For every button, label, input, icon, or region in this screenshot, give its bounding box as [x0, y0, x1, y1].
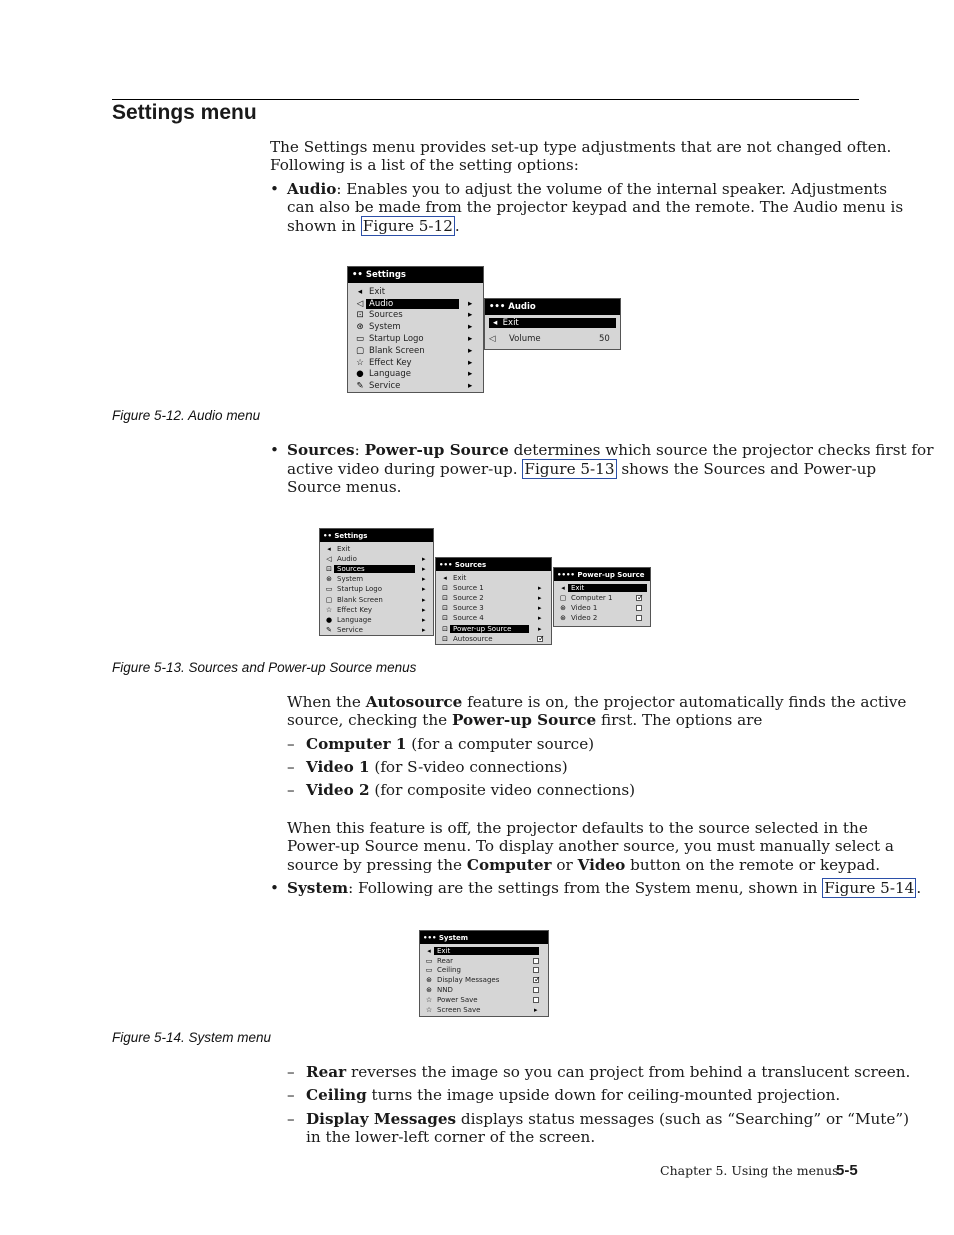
dots: •••• — [557, 570, 575, 579]
sources-icon: ⊡ — [442, 624, 448, 633]
system-menu-title: System — [438, 933, 469, 942]
back-icon: ◂ — [561, 584, 565, 593]
menu-item-label: Power Save — [437, 995, 478, 1004]
system-menu-fig14 — [419, 930, 549, 1017]
intro-line-1: The Settings menu provides set-up type adjustments that are not changed often. — [270, 138, 892, 156]
menu-item-label: Exit — [369, 286, 386, 297]
sources-icon: ⊡ — [326, 565, 332, 574]
menu-item-blank-screen[interactable] — [348, 345, 483, 357]
audio-line-1 — [287, 180, 887, 199]
menu-item-source-2[interactable] — [436, 593, 551, 603]
sources-icon: ⊡ — [442, 594, 448, 603]
dash: – — [287, 1086, 295, 1104]
menu-item-label: Exit — [434, 947, 539, 955]
chevron-right-icon: ▸ — [538, 604, 542, 613]
logo-icon: ▭ — [325, 585, 333, 594]
settings-menu-header — [348, 267, 483, 283]
menu-item-exit[interactable] — [348, 286, 483, 298]
figure-caption: Figure 5-13. Sources and Power-up Source menus — [112, 660, 417, 675]
menu-item-label: Source 3 — [453, 604, 484, 613]
dots: ••• — [439, 560, 453, 569]
menu-item-startup-logo[interactable] — [348, 333, 483, 345]
settings-menu-title: Settings — [334, 531, 368, 540]
menu-item-system[interactable] — [320, 574, 433, 584]
menu-item-exit[interactable] — [320, 544, 433, 554]
menu-item-label: Exit — [453, 574, 467, 583]
dots: •• — [323, 531, 332, 540]
t: button on the remote or keypad. — [625, 856, 881, 874]
checkbox[interactable] — [533, 987, 539, 993]
back-icon: ◂ — [443, 574, 447, 583]
checkbox[interactable] — [636, 605, 642, 611]
audio-menu-fig12 — [484, 298, 621, 350]
menu-item-label: Source 2 — [453, 594, 484, 603]
speaker-icon: ◁ — [356, 298, 364, 309]
option-text: displays status messages (such as “Searching” or “Mute”) — [456, 1110, 910, 1128]
chevron-right-icon: ▸ — [468, 345, 473, 356]
chevron-right-icon: ▸ — [422, 605, 426, 614]
audio-text-3: shown in — [287, 217, 361, 235]
power-up-source-menu-header — [554, 568, 650, 581]
back-icon: ◂ — [357, 286, 363, 297]
sources-text-2: active video during power-up. — [287, 460, 523, 478]
menu-item-sources[interactable] — [320, 564, 433, 574]
option-item — [306, 735, 594, 754]
checkbox[interactable] — [533, 997, 539, 1003]
system-option — [306, 1063, 910, 1082]
autosource-line-2 — [287, 711, 762, 730]
option-term: Computer 1 — [306, 735, 407, 753]
system-icon: ⊛ — [560, 604, 566, 613]
menu-item-power-up-source[interactable] — [436, 623, 551, 633]
option-text: (for S-video connections) — [369, 758, 568, 776]
wrench-icon: ✎ — [356, 381, 364, 392]
bullet: • — [270, 879, 279, 897]
menu-item-label: Language — [337, 615, 372, 624]
menu-item-label: Language — [369, 369, 411, 380]
menu-item-label: Power-up Source — [450, 625, 529, 633]
dots: ••• — [423, 933, 437, 942]
menu-item-video-2[interactable] — [554, 613, 650, 623]
sources-menu-title: Sources — [454, 560, 487, 569]
chevron-right-icon: ▸ — [538, 584, 542, 593]
term-sources: Sources — [287, 441, 355, 459]
menu-item-system[interactable] — [348, 321, 483, 333]
sources-text-1: determines which source the projector checks first for — [508, 441, 934, 459]
menu-item-label: Sources — [369, 310, 403, 321]
menu-item-effect-key[interactable] — [348, 357, 483, 369]
audio-menu-header — [485, 299, 620, 315]
speaker-icon: ◁ — [326, 555, 332, 564]
term-system: System — [287, 879, 349, 897]
menu-item-label: Blank Screen — [337, 595, 383, 604]
checkbox[interactable] — [533, 967, 539, 973]
menu-item-label: Source 1 — [453, 584, 484, 593]
period: . — [916, 879, 922, 897]
sources-icon: ⊡ — [442, 584, 448, 593]
dash: – — [287, 735, 295, 753]
menu-item-label: Screen Save — [437, 1005, 481, 1014]
sep: : — [354, 441, 365, 459]
off-line-1: When this feature is off, the projector defaults to the source selected in the — [287, 819, 868, 837]
t: first. The options are — [596, 711, 763, 729]
menu-item-blank-screen[interactable] — [320, 594, 433, 604]
back-icon: ◂ — [327, 545, 331, 554]
logo-icon: ▭ — [425, 966, 433, 975]
chevron-right-icon: ▸ — [538, 614, 542, 623]
autosource-line-1 — [287, 693, 906, 712]
blank-screen-icon: ▢ — [325, 595, 333, 604]
menu-item-label: System — [369, 322, 401, 333]
menu-item-label: Service — [369, 381, 401, 392]
menu-item-label: Source 4 — [453, 614, 484, 623]
audio-exit-label: Exit — [502, 318, 519, 328]
settings-menu-header — [320, 529, 433, 542]
page-title: Settings menu — [112, 101, 257, 124]
settings-menu-fig12 — [347, 266, 484, 393]
menu-item-autosource[interactable] — [436, 634, 551, 644]
wrench-icon: ✎ — [326, 625, 332, 634]
chevron-right-icon: ▸ — [534, 1005, 538, 1014]
option-term: Video 1 — [306, 758, 370, 776]
footer-chapter: Chapter 5. Using the menus — [660, 1163, 839, 1178]
system-menu-header — [420, 931, 548, 944]
menu-item-label: Ceiling — [437, 966, 461, 975]
menu-item-label: Service — [337, 625, 363, 634]
audio-line-2: can also be made from the projector keypad and the remote. The Audio menu is — [287, 198, 904, 216]
checkbox[interactable] — [636, 615, 642, 621]
chevron-right-icon: ▸ — [468, 310, 473, 321]
bullet: • — [270, 441, 279, 459]
audio-menu-title: Audio — [508, 302, 536, 312]
menu-item-label: Video 1 — [571, 604, 598, 613]
chevron-right-icon: ▸ — [468, 369, 473, 380]
menu-item-label: Autosource — [453, 634, 493, 643]
t: feature is on, the projector automatically finds the active — [462, 693, 907, 711]
logo-icon: ▭ — [355, 334, 365, 345]
chevron-right-icon: ▸ — [422, 585, 426, 594]
menu-item-audio[interactable] — [320, 554, 433, 564]
term-video: Video — [577, 856, 626, 874]
period: . — [454, 217, 460, 235]
checkbox[interactable] — [533, 977, 539, 983]
system-icon: ⊛ — [326, 575, 332, 584]
option-term: Display Messages — [306, 1110, 457, 1128]
chevron-right-icon: ▸ — [468, 334, 473, 345]
settings-menu-fig13 — [319, 528, 434, 636]
volume-label: Volume — [509, 334, 541, 344]
audio-exit-item[interactable]: ◂ Exit — [489, 318, 616, 328]
figure-5-12-link[interactable]: Figure 5-12 — [362, 217, 453, 235]
menu-item-exit[interactable] — [420, 946, 548, 956]
menu-item-label: Video 2 — [571, 614, 598, 623]
chevron-right-icon: ▸ — [468, 322, 473, 333]
sources-icon: ⊡ — [356, 310, 364, 321]
menu-item-screen-save[interactable] — [420, 1005, 548, 1015]
blank-screen-icon: ▢ — [355, 345, 365, 356]
chevron-right-icon: ▸ — [422, 625, 426, 634]
figure-5-13-link[interactable]: Figure 5-13 — [524, 460, 615, 478]
chevron-right-icon: ▸ — [468, 357, 473, 368]
dash: – — [287, 1110, 295, 1128]
menu-item-label: Effect Key — [337, 605, 373, 614]
speaker-icon: ◁ — [489, 334, 496, 344]
audio-line-3 — [287, 217, 460, 236]
sources-menu-header — [436, 558, 551, 571]
option-item — [306, 758, 568, 777]
menu-item-label: Effect Key — [369, 357, 412, 368]
chevron-right-icon: ▸ — [422, 575, 426, 584]
logo-icon: ▭ — [425, 956, 433, 965]
volume-value: 50 — [599, 334, 610, 344]
figure-5-14-link[interactable]: Figure 5-14 — [824, 879, 915, 897]
figure-caption: Figure 5-14. System menu — [112, 1030, 272, 1045]
menu-item-label: Sources — [334, 565, 415, 573]
option-text: turns the image upside down for ceiling-mounted projection. — [366, 1086, 841, 1104]
menu-item-startup-logo[interactable] — [320, 584, 433, 594]
dash: – — [287, 758, 295, 776]
option-term: Video 2 — [306, 781, 370, 799]
intro-line-2: Following is a list of the setting options: — [270, 156, 579, 174]
bullet: • — [270, 180, 279, 198]
power-up-source-menu-fig13 — [553, 567, 651, 627]
figure-caption: Figure 5-12. Audio menu — [112, 408, 261, 423]
star-icon: ☆ — [425, 995, 433, 1004]
sources-text-2b: shows the Sources and Power-up — [616, 460, 877, 478]
menu-item-sources[interactable] — [348, 310, 483, 322]
menu-item-label: NND — [437, 986, 453, 995]
menu-item-language[interactable] — [320, 615, 433, 625]
globe-icon: ● — [325, 615, 333, 624]
menu-item-label: Startup Logo — [369, 334, 424, 345]
option-text: (for composite video connections) — [369, 781, 636, 799]
power-up-source-menu-title: Power-up Source — [577, 570, 645, 579]
star-icon: ☆ — [356, 357, 364, 368]
volume-row[interactable] — [489, 334, 616, 344]
dash: – — [287, 781, 295, 799]
menu-item-video-1[interactable] — [554, 603, 650, 613]
back-icon: ◂ — [427, 946, 431, 955]
sources-icon: ⊡ — [442, 604, 448, 613]
term-computer: Computer — [466, 856, 552, 874]
checkbox[interactable] — [636, 595, 642, 601]
menu-item-exit[interactable] — [436, 573, 551, 583]
menu-item-label: Blank Screen — [369, 345, 425, 356]
chevron-right-icon: ▸ — [422, 565, 426, 574]
blank-screen-icon: ▢ — [559, 594, 567, 603]
menu-item-service[interactable] — [348, 380, 483, 392]
menu-item-label: Computer 1 — [571, 594, 613, 603]
system-icon: ⊛ — [426, 976, 432, 985]
menu-item-language[interactable] — [348, 369, 483, 381]
t: When the — [287, 693, 366, 711]
chevron-right-icon: ▸ — [468, 298, 473, 309]
system-option — [306, 1110, 909, 1129]
menu-item-exit[interactable] — [554, 583, 650, 593]
settings-menu-title: Settings — [365, 270, 406, 280]
term-audio: Audio — [287, 180, 337, 198]
system-icon: ⊛ — [560, 614, 566, 623]
menu-item-nnd[interactable] — [420, 985, 548, 995]
term-power-up-source: Power-up Source — [452, 711, 597, 729]
menu-item-label: Audio — [337, 555, 357, 564]
system-line — [287, 879, 921, 898]
menu-item-source-4[interactable] — [436, 613, 551, 623]
chevron-right-icon: ▸ — [538, 594, 542, 603]
option-text-line-2: in the lower-left corner of the screen. — [306, 1128, 596, 1146]
system-icon: ⊛ — [426, 986, 432, 995]
chevron-right-icon: ▸ — [422, 555, 426, 564]
menu-item-rear[interactable] — [420, 956, 548, 966]
globe-icon: ● — [356, 369, 364, 380]
chevron-right-icon: ▸ — [422, 595, 426, 604]
sources-line-3: Source menus. — [287, 478, 402, 496]
menu-item-label: Display Messages — [437, 976, 500, 985]
sources-line-2 — [287, 460, 876, 479]
menu-item-source-3[interactable] — [436, 603, 551, 613]
off-line-3 — [287, 856, 880, 875]
chevron-right-icon: ▸ — [468, 381, 473, 392]
page-number: 5-5 — [836, 1162, 858, 1179]
top-rule — [112, 99, 859, 100]
t: source by pressing the — [287, 856, 467, 874]
menu-item-service[interactable] — [320, 625, 433, 635]
menu-item-label: System — [337, 575, 364, 584]
dots: ••• — [489, 302, 506, 312]
audio-text-1: : Enables you to adjust the volume of the internal speaker. Adjustments — [336, 180, 888, 198]
option-text: (for a computer source) — [406, 735, 595, 753]
option-term: Rear — [306, 1063, 347, 1081]
sources-icon: ⊡ — [442, 634, 448, 643]
sources-menu-fig13 — [435, 557, 552, 645]
menu-item-ceiling[interactable] — [420, 966, 548, 976]
sources-icon: ⊡ — [442, 614, 448, 623]
menu-item-label: Startup Logo — [337, 585, 382, 594]
option-term: Ceiling — [306, 1086, 367, 1104]
option-item — [306, 781, 635, 800]
menu-item-power-save[interactable] — [420, 995, 548, 1005]
menu-item-label: Rear — [437, 956, 454, 965]
menu-item-label: Exit — [568, 584, 647, 592]
system-icon: ⊛ — [356, 322, 364, 333]
t: or — [551, 856, 578, 874]
star-icon: ☆ — [425, 1005, 433, 1014]
t: : Following are the settings from the System menu, shown in — [348, 879, 823, 897]
chevron-right-icon: ▸ — [538, 624, 542, 633]
chevron-right-icon: ▸ — [422, 615, 426, 624]
term-power-up-source: Power-up Source — [364, 441, 509, 459]
star-icon: ☆ — [325, 605, 333, 614]
checkbox[interactable] — [533, 958, 539, 964]
dots: •• — [352, 270, 363, 280]
menu-item-effect-key[interactable] — [320, 605, 433, 615]
off-line-2: Power-up Source menu. To display another source, you must manually select a — [287, 837, 894, 855]
menu-item-audio[interactable] — [348, 298, 483, 310]
menu-item-label: Exit — [337, 545, 351, 554]
menu-item-label: Audio — [366, 299, 459, 309]
dash: – — [287, 1063, 295, 1081]
sources-line-1 — [287, 441, 933, 460]
option-text: reverses the image so you can project from behind a translucent screen. — [346, 1063, 911, 1081]
checkbox[interactable] — [537, 636, 543, 642]
menu-item-display-messages[interactable] — [420, 975, 548, 985]
term-autosource: Autosource — [365, 693, 463, 711]
system-option — [306, 1086, 840, 1105]
menu-item-source-1[interactable] — [436, 583, 551, 593]
t: source, checking the — [287, 711, 453, 729]
menu-item-computer-1[interactable] — [554, 593, 650, 603]
